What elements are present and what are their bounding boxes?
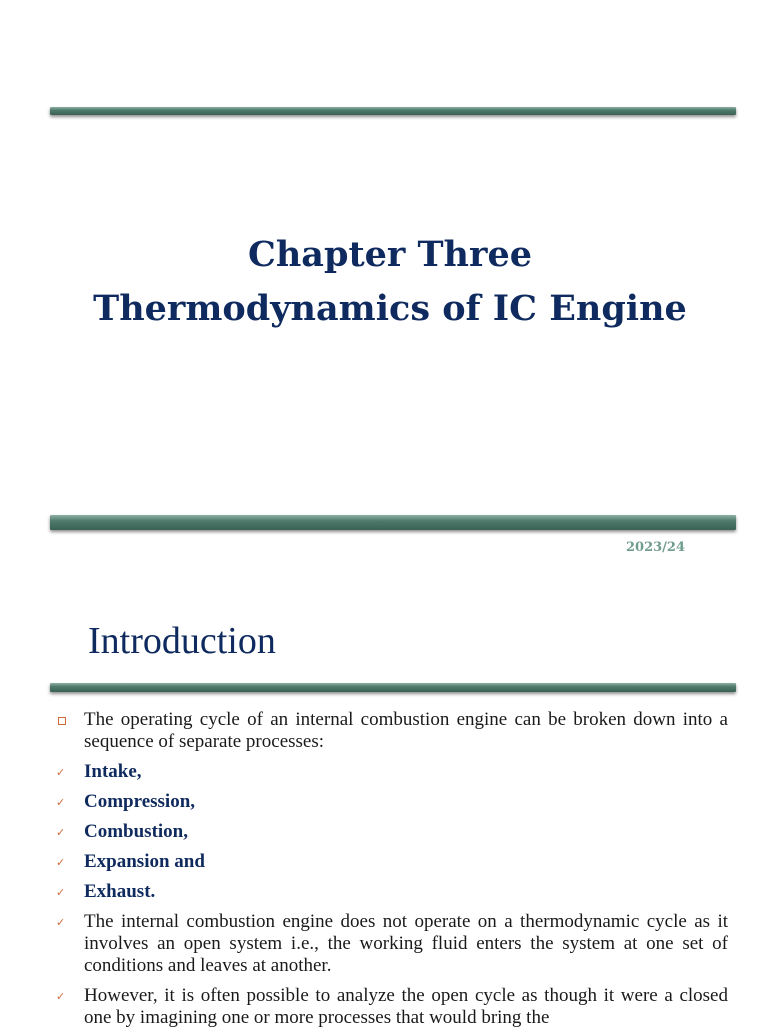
list-item-text: The internal combustion engine does not operate on a thermodynamic cycle as it involves an open system i.e., the working fluid enters the system at one set of conditions and leaves at another.: [84, 911, 728, 976]
checkmark-icon: ✓: [56, 766, 66, 779]
list-item-text: Expansion and: [84, 851, 205, 872]
list-item: [56, 911, 728, 977]
middle-divider-bar: [50, 515, 736, 530]
list-item: [56, 985, 728, 1029]
list-item-text: The operating cycle of an internal combustion engine can be broken down into a sequence of separate processes:: [84, 709, 728, 752]
top-divider-bar: [50, 107, 736, 115]
checkmark-icon: ✓: [56, 796, 66, 809]
list-item: [56, 761, 728, 783]
checkmark-icon: ✓: [56, 990, 66, 1003]
list-item-text: Exhaust.: [84, 881, 156, 902]
section-heading: Introduction: [88, 620, 276, 662]
chapter-title: [0, 228, 768, 336]
checkmark-icon: ✓: [56, 856, 66, 869]
checkmark-icon: ✓: [56, 886, 66, 899]
list-item-text: Compression,: [84, 791, 196, 812]
list-item: [56, 881, 728, 903]
list-item-text: Combustion,: [84, 821, 188, 842]
list-item: [56, 791, 728, 813]
list-item: [56, 709, 728, 753]
square-bullet-icon: [58, 717, 66, 725]
academic-year: 2023/24: [626, 540, 686, 555]
chapter-title-line2: Thermodynamics of IC Engine: [93, 288, 687, 329]
section-divider-bar: [50, 683, 736, 692]
list-item: [56, 851, 728, 873]
checkmark-icon: ✓: [56, 916, 66, 929]
list-item-text: However, it is often possible to analyze the open cycle as though it were a closed one by imagining one or more processes that would bring the: [84, 985, 728, 1028]
list-item: [56, 821, 728, 843]
checkmark-icon: ✓: [56, 826, 66, 839]
chapter-title-line1: Chapter Three: [248, 234, 532, 275]
bullet-list: [56, 709, 728, 1029]
list-item-text: Intake,: [84, 761, 142, 782]
